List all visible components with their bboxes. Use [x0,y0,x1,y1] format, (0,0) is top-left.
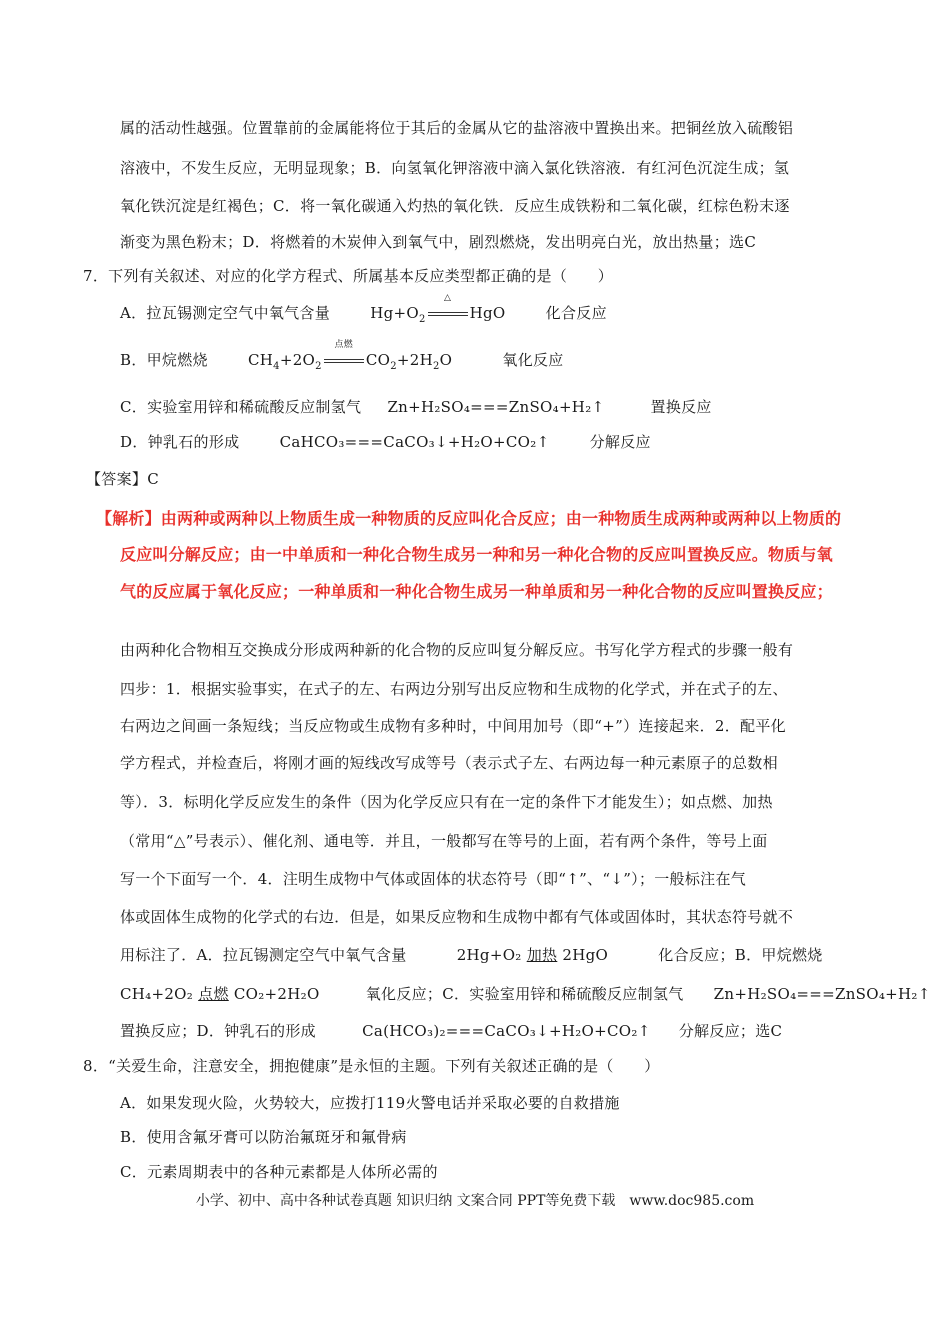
paragraph-line: 属的活动性越强。位置靠前的金属能将位于其后的金属从它的盐溶液中置换出来。把铜丝放入硫酸铝 [120,119,794,137]
option-d-equation: CaHCO₃===CaCO₃↓+H₂O+CO₂↑ [279,433,550,451]
option-c-type: 置换反应 [650,398,712,416]
question-7-option-d [120,432,651,452]
analysis-line: 写一个下面写一个．4．注明生成物中气体或固体的状态符号（即“↑”、“↓”）；一般标注在气 [120,870,747,888]
option-c-equation: Zn+H₂SO₄===ZnSO₄+H₂↑ [387,398,605,416]
analysis-line: 体或固体生成物的化学式的右边．但是，如果反应物和生成物中都有气体或固体时，其状态符号就不 [120,908,794,926]
question-8-option-a: A．如果发现火险，火势较大，应拨打119火警电话并采取必要的自救措施 [120,1094,620,1112]
paragraph-line: 氧化铁沉淀是红褐色；C．将一氧化碳通入灼热的氧化铁．反应生成铁粉和二氧化碳，红棕色粉末逐 [120,197,790,215]
answer-label: 【答案】C [86,470,159,488]
option-b-equation: $CH_4+2O_2$ 点燃 $CO_2+2H_2O$ [247,340,453,372]
option-a-equation: $Hg+O_2$ △ HgO [370,293,506,325]
option-d-label: D．钟乳石的形成 [120,433,240,451]
analysis-line: 学方程式，并检查后，将刚才画的短线改写成等号（表示式子左、右两边每一种元素原子的总数相 [120,754,778,772]
analysis-line: （常用“△”号表示）、催化剂、通电等．并且，一般都写在等号的上面，若有两个条件，等号上面 [120,832,768,850]
analysis-line-equation-3: 置换反应；D．钟乳石的形成 Ca(HCO₃)₂===CaCO₃↓+H₂O+CO₂↑ 分解反应；选C [120,1022,783,1040]
analysis-red-line: 气的反应属于氧化反应；一种单质和一种化合物生成另一种单质和另一种化合物的反应叫置换反应； [120,582,833,601]
question-7-option-b [120,340,564,377]
analysis-line-equation-2: CH₄+2O₂ 点燃 CO₂+2H₂O 氧化反应；C．实验室用锌和稀硫酸反应制氢气 Zn+H₂SO₄===ZnSO₄+H₂↑ [120,985,931,1003]
option-c-label: C．实验室用锌和稀硫酸反应制氢气 [120,398,362,416]
option-b-type: 氧化反应 [502,351,564,369]
question-7-option-a [120,293,607,330]
analysis-red-line: 反应叫分解反应；由一中单质和一种化合物生成另一种和另一种化合物的反应叫置换反应。物质与氧 [120,545,833,564]
analysis-line-equation-1: 用标注了．A．拉瓦锡测定空气中氧气含量 2Hg+O₂ 加热 2HgO 化合反应；B．甲烷燃烧 [120,946,823,964]
analysis-line: 右两边之间画一条短线；当反应物或生成物有多种时，中间用加号（即“+”）连接起来．2．配平化 [120,717,786,735]
option-a-type: 化合反应 [545,304,607,322]
question-8-stem: 8．“关爱生命，注意安全，拥抱健康”是永恒的主题。下列有关叙述正确的是（ ） [83,1057,660,1075]
question-8-option-b: B．使用含氟牙膏可以防治氟斑牙和氟骨病 [120,1128,407,1146]
condition-heat: 加热 [526,946,558,964]
option-d-type: 分解反应 [589,433,651,451]
page-footer: 小学、初中、高中各种试卷真题 知识归纳 文案合同 PPT等免费下载 www.doc985.com [195,1193,755,1209]
analysis-line: 等）．3．标明化学反应发生的条件（因为化学反应只有在一定的条件下才能发生）；如点燃、加热 [120,793,773,811]
analysis-line: 四步：1．根据实验事实，在式子的左、右两边分别写出反应物和生成物的化学式，并在式子的左、 [120,680,788,698]
question-8-option-c: C．元素周期表中的各种元素都是人体所必需的 [120,1163,438,1181]
paragraph-line: 溶液中，不发生反应，无明显现象；B．向氢氧化钾溶液中滴入氯化铁溶液．有红河色沉淀生成；氢 [120,159,790,177]
option-b-label: B．甲烷燃烧 [120,351,208,369]
analysis-line: 由两种化合物相互交换成分形成两种新的化合物的反应叫复分解反应。书写化学方程式的步骤一般有 [120,641,794,659]
condition-ignite: 点燃 [198,985,229,1003]
option-a-label: A．拉瓦锡测定空气中氧气含量 [120,304,331,322]
question-7-stem: 7．下列有关叙述、对应的化学方程式、所属基本反应类型都正确的是（ ） [83,267,614,285]
analysis-red-line: 【解析】由两种或两种以上物质生成一种物质的反应叫化合反应；由一种物质生成两种或两种以上物质的 [96,509,842,528]
paragraph-line: 渐变为黑色粉末；D．将燃着的木炭伸入到氧气中，剧烈燃烧，发出明亮白光，放出热量；选C [120,233,757,251]
question-7-option-c [120,397,712,417]
